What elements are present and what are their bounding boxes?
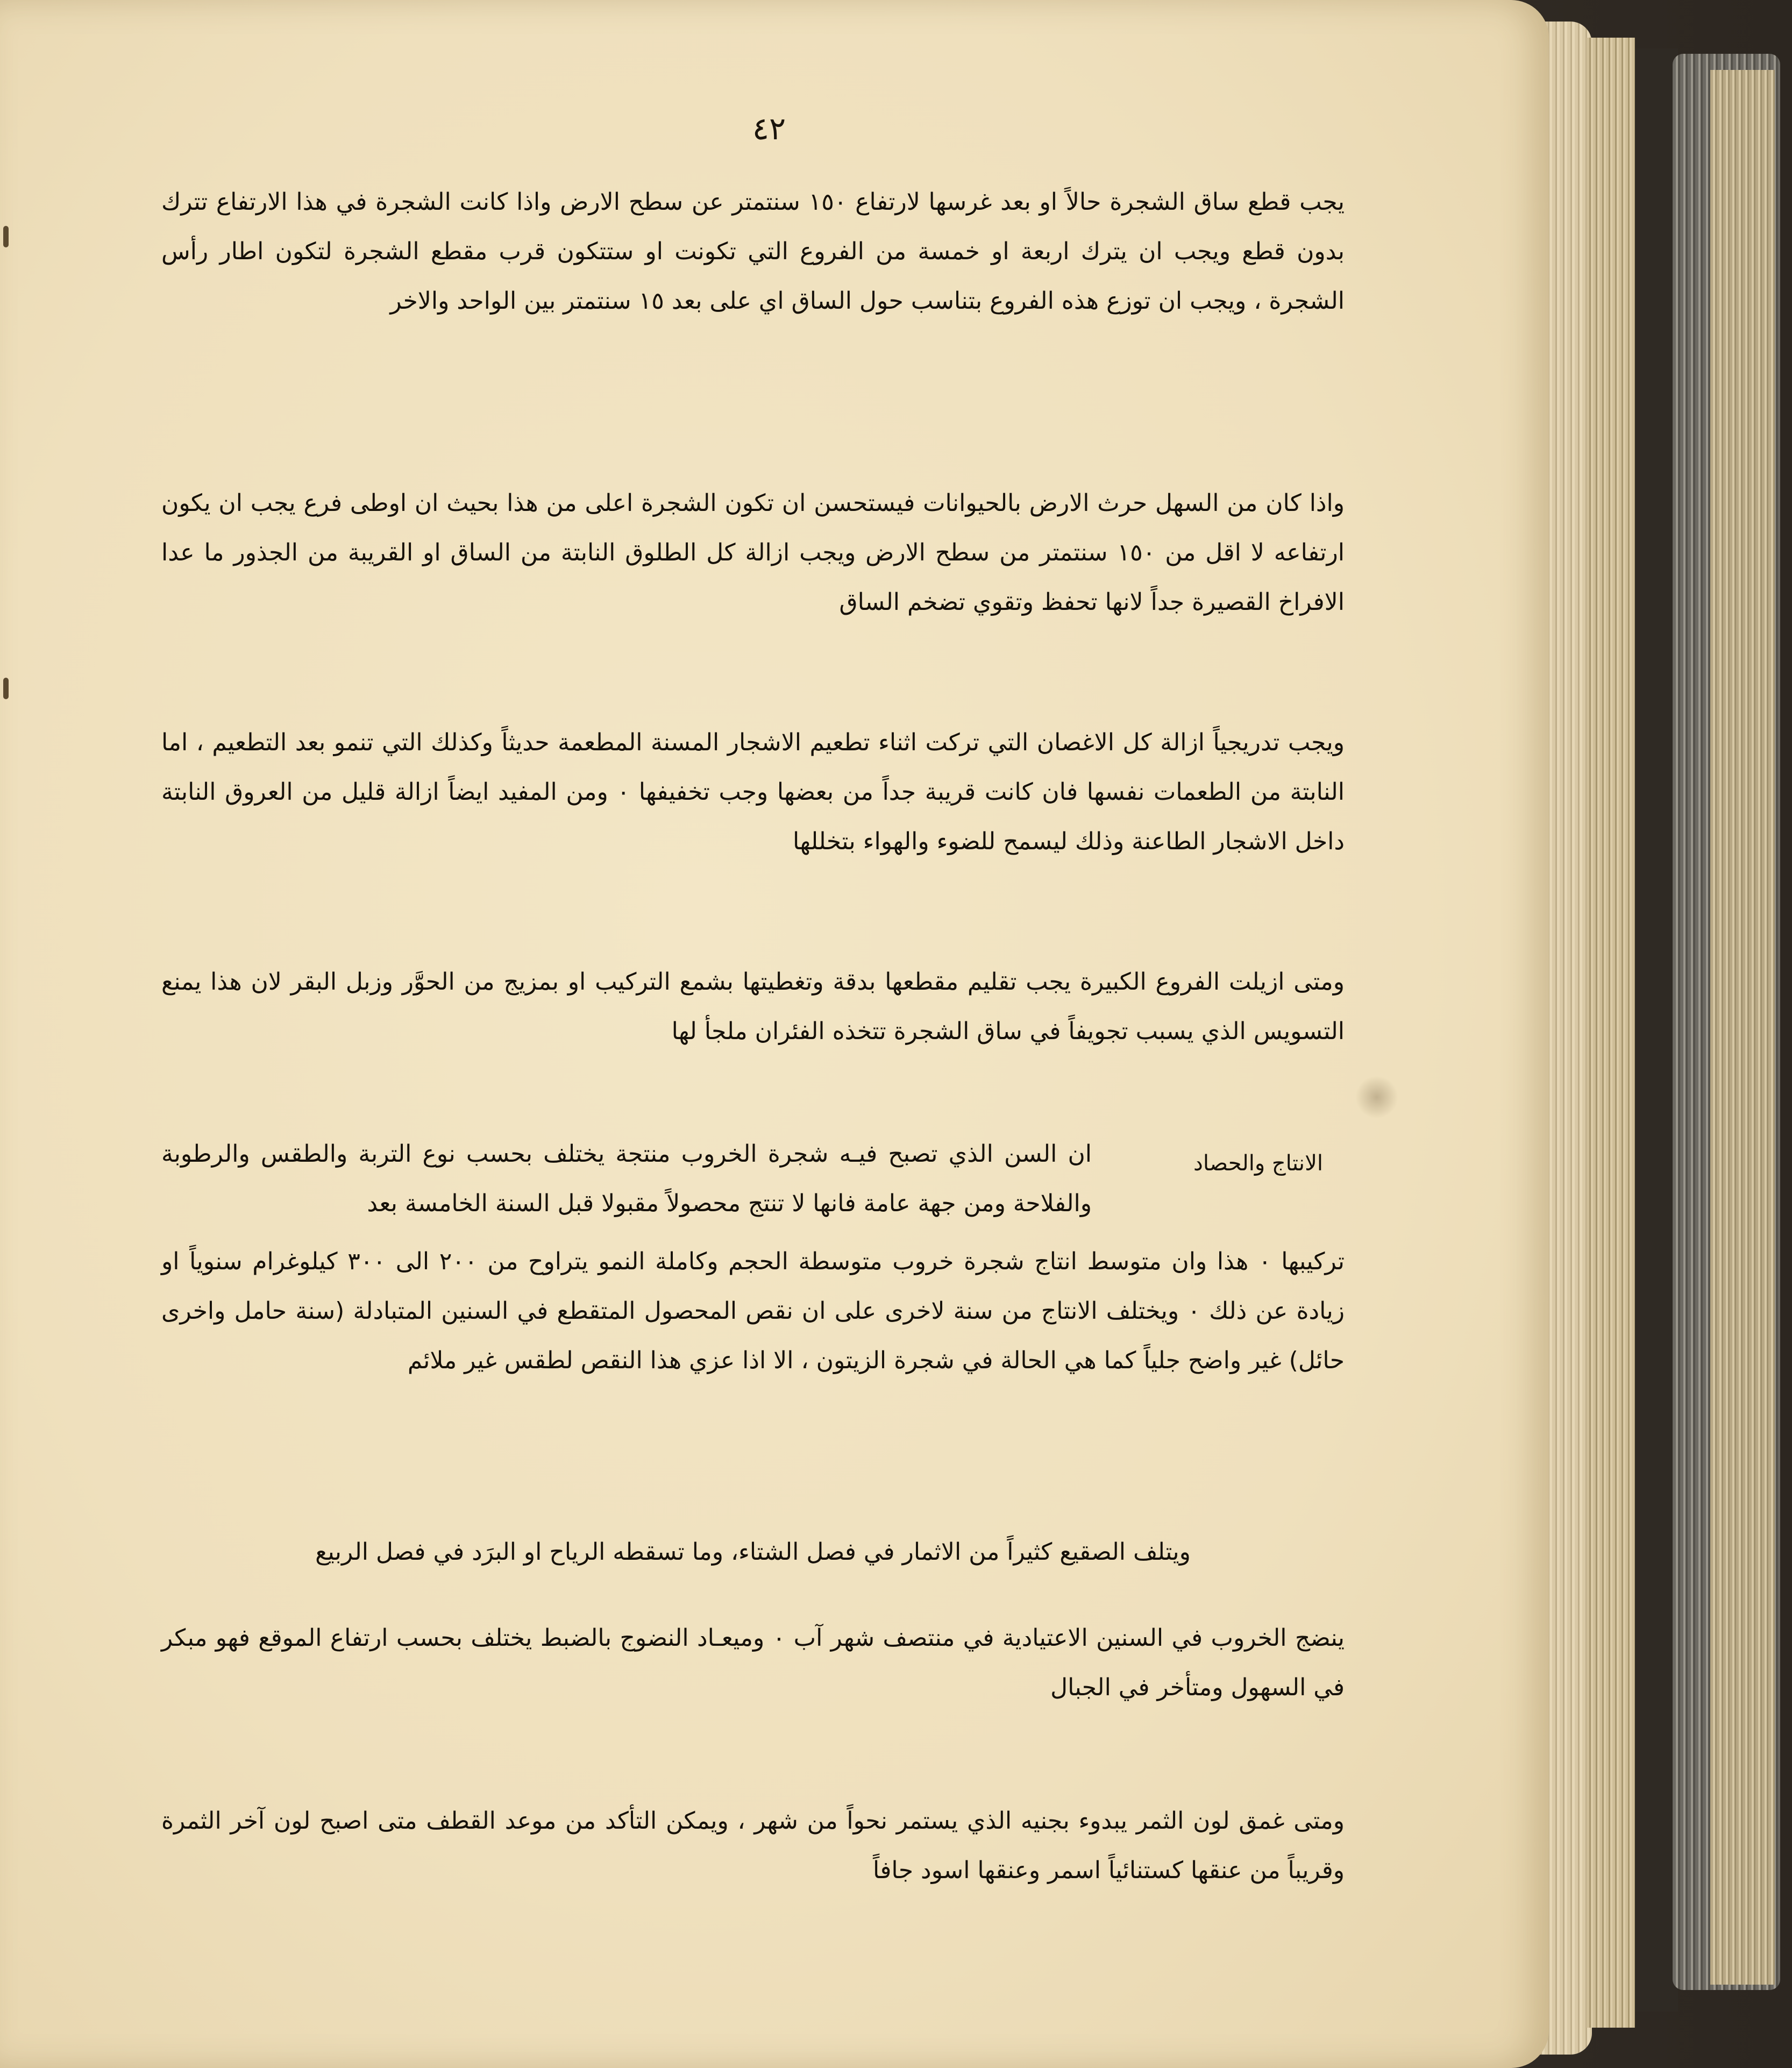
binding-mark <box>3 226 9 247</box>
page-stain <box>1355 1076 1398 1119</box>
page-number: ٤٢ <box>752 110 786 147</box>
page-block-edge <box>1587 38 1635 2028</box>
paragraph: ويتلف الصقيع كثيراً من الاثمار في فصل الشتاء، وما تسقطه الرياح او البرَد في فصل الربيع <box>315 1538 1191 1566</box>
paragraph: يجب قطع ساق الشجرة حالاً او بعد غرسها لارتفاع ١٥٠ سنتمتر عن سطح الارض واذا كانت الشجرة في هذا الارتفاع تترك بدون قطع ويجب ان يترك اربعة او خمسة من الفروع التي تكونت او ستتكون قرب مقطع الشجرة لتكون اطار رأس الشجرة ، ويجب ان توزع هذه الفروع بتناسب حول الساق اي على بعد ١٥ سنتمتر بين الواحد والاخر <box>161 188 1345 315</box>
binding-mark <box>3 678 9 699</box>
paragraph: ومتى ازيلت الفروع الكبيرة يجب تقليم مقطعها بدقة وتغطيتها بشمع التركيب او بمزيج من الحوَّر وزبل البقر لان هذا يمنع التسويس الذي يسبب تجويفاً في ساق الشجرة تتخذه الفئران ملجأ لها <box>161 968 1345 1045</box>
paragraph: ان السن الذي تصبح فيـه شجرة الخروب منتجة يختلف بحسب نوع التربة والطقس والرطوبة والفلاحة ومن جهة عامة فانها لا تنتج محصولاً مقبولا قبل السنة الخامسة بعد <box>161 1140 1092 1217</box>
paragraph: تركيبها ٠ هذا وان متوسط انتاج شجرة خروب متوسطة الحجم وكاملة النمو يتراوح من ٢٠٠ الى ٣٠٠ كيلوغرام سنوياً او زيادة عن ذلك ٠ ويختلف الانتاج من سنة لاخرى على ان نقص المحصول المتقطع في السنين المتبادلة (سنة حامل واخرى حائل) غير واضح جلياً كما هي الحالة في شجرة الزيتون ، الا اذا عزي هذا النقص لطقس غير ملائم <box>161 1248 1345 1374</box>
paragraph: ينضج الخروب في السنين الاعتيادية في منتصف شهر آب ٠ وميعـاد النضوج بالضبط يختلف بحسب ارتفاع الموقع فهو مبكر في السهول ومتأخر في الجبال <box>161 1624 1345 1701</box>
section-heading: الانتاج والحصاد <box>1193 1151 1323 1176</box>
page-block-edge <box>1710 70 1775 1985</box>
paragraph: واذا كان من السهل حرث الارض بالحيوانات فيستحسن ان تكون الشجرة اعلى من هذا بحيث ان اوطى فرع يجب ان يكون ارتفاعه لا اقل من ١٥٠ سنتمتر من سطح الارض ويجب ازالة كل الطلوق النابتة من الساق او القريبة من الجذور ما عدا الافراخ القصيرة جداً لانها تحفظ وتقوي تضخم الساق <box>161 489 1345 616</box>
paragraph: ويجب تدريجياً ازالة كل الاغصان التي تركت اثناء تطعيم الاشجار المسنة المطعمة حديثاً وكذلك التي تنمو بعد التطعيم ، اما النابتة من الطعمات نفسها فان كانت قريبة جداً من بعضها وجب تخفيفها ٠ ومن المفيد ايضاً ازالة قليل من العروق النابتة داخل الاشجار الطاعنة وذلك ليسمح للضوء والهواء بتخللها <box>161 729 1345 855</box>
paragraph: ومتى غمق لون الثمر يبدوء بجنيه الذي يستمر نحواً من شهر ، ويمكن التأكد من موعد القطف متى اصبح لون آخر الثمرة وقريباً من عنقها كستنائياً اسمر وعنقها اسود جافاً <box>161 1807 1345 1884</box>
book-cover-edge <box>1635 48 1678 2012</box>
